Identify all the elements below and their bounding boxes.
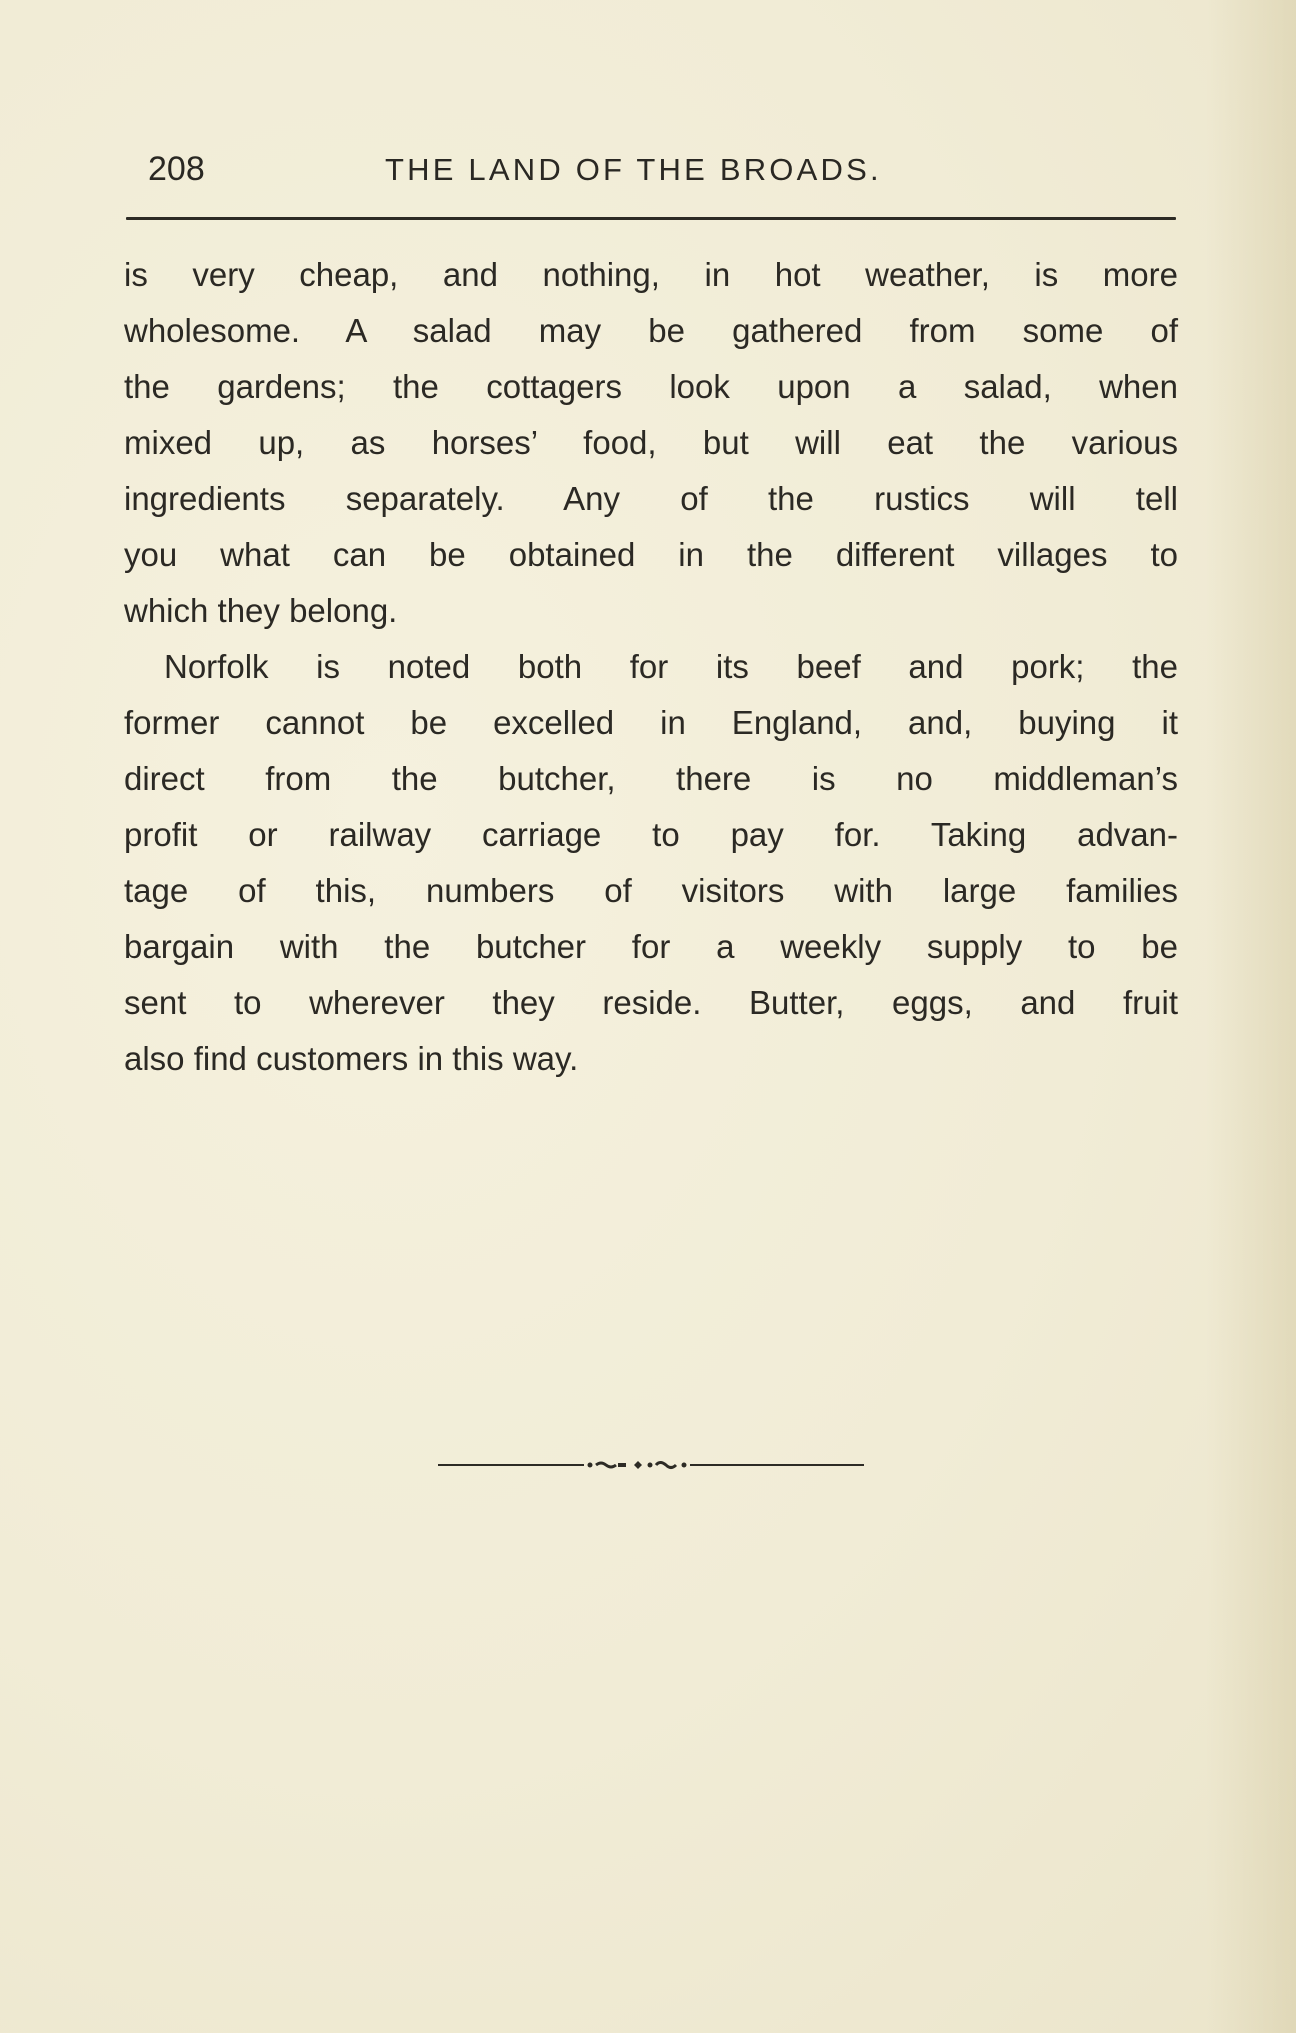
- page-number: 208: [148, 150, 205, 188]
- tailpiece-ornament-icon: [438, 1457, 864, 1473]
- body-text: [124, 247, 1178, 1087]
- paragraph-1: [124, 247, 1178, 639]
- text-line: is very cheap, and nothing, in hot weather, is more: [124, 256, 1178, 293]
- text-line: bargain with the butcher for a weekly supply to be: [124, 928, 1178, 965]
- text-line: wholesome. A salad may be gathered from some of: [124, 312, 1178, 349]
- text-line: tage of this, numbers of visitors with large families: [124, 872, 1178, 909]
- text-line: direct from the butcher, there is no middleman’s: [124, 760, 1178, 797]
- text-line: which they belong.: [124, 592, 398, 629]
- text-line: also find customers in this way.: [124, 1040, 579, 1077]
- text-line: ingredients separately. Any of the rustics will tell: [124, 480, 1178, 517]
- text-line: mixed up, as horses’ food, but will eat the various: [124, 424, 1178, 461]
- text-line: former cannot be excelled in England, and, buying it: [124, 704, 1178, 741]
- running-head: [148, 150, 1178, 200]
- header-rule: [126, 217, 1176, 220]
- text-line: sent to wherever they reside. Butter, eggs, and fruit: [124, 984, 1178, 1021]
- running-title: THE LAND OF THE BROADS.: [385, 152, 882, 187]
- text-line: the gardens; the cottagers look upon a salad, when: [124, 368, 1178, 405]
- text-line: you what can be obtained in the different villages to: [124, 536, 1178, 573]
- tailpiece-ornament: [438, 1457, 864, 1473]
- text-line: profit or railway carriage to pay for. Taking advan-: [124, 816, 1178, 853]
- paragraph-2: [124, 639, 1178, 1087]
- text-line: Norfolk is noted both for its beef and pork; the: [164, 648, 1178, 685]
